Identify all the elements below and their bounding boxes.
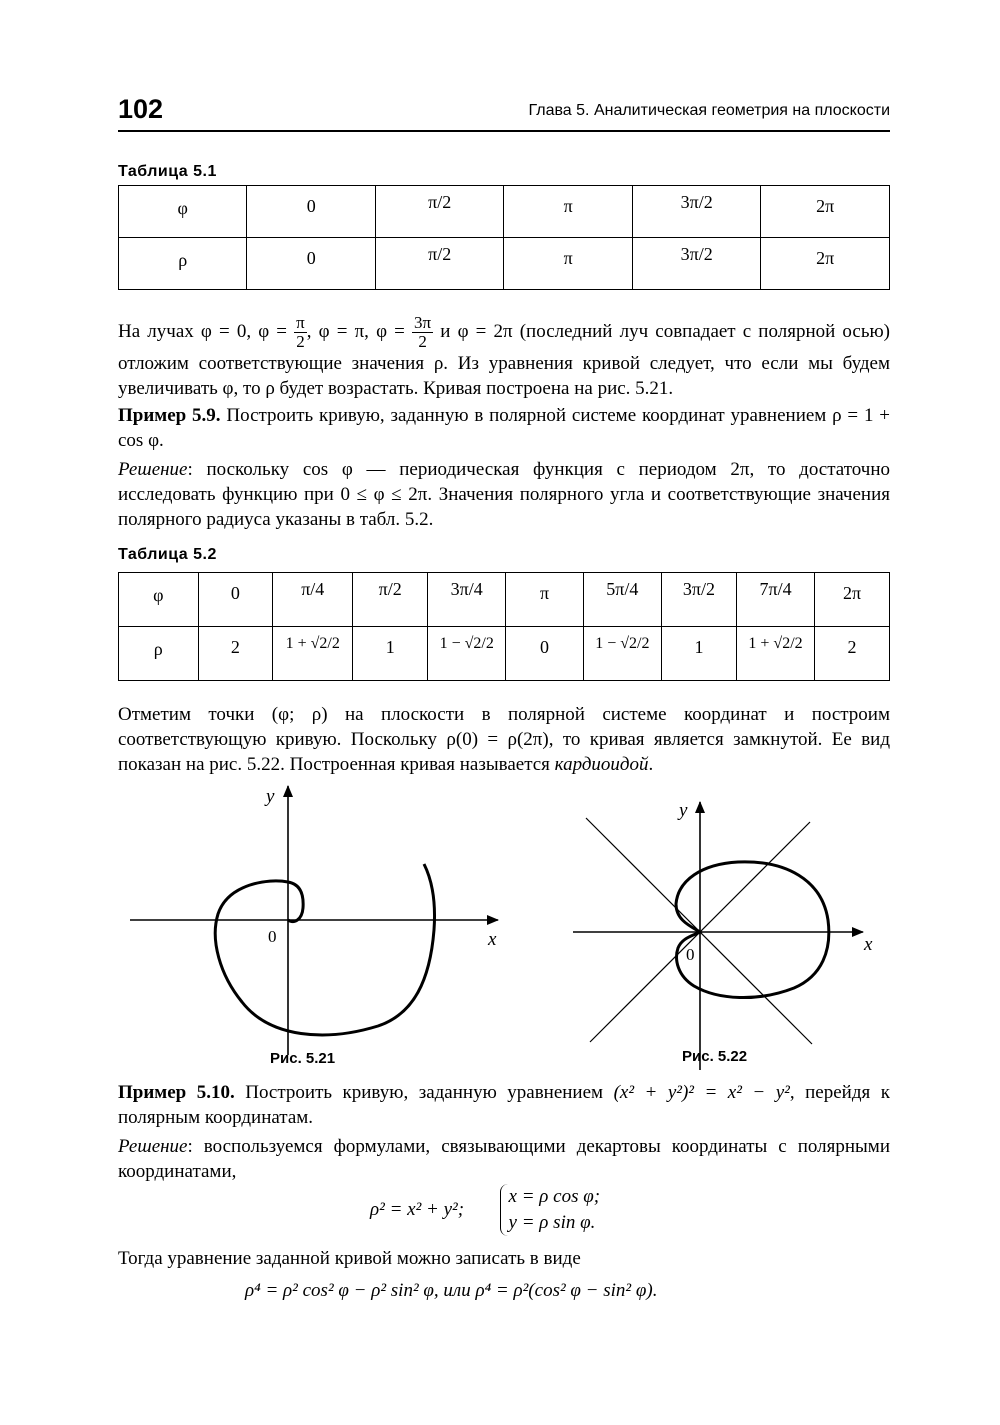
fig21-x-label: x [488,929,497,950]
table-cell: 0 [247,186,375,238]
para2-term: кардиоидой [554,754,649,775]
table-cell: 3π/2 [661,573,736,627]
figure-5-21 [130,786,498,1055]
table2-row-rho [119,627,890,681]
table-cell: 1 + √2/2 [273,627,353,681]
table-cell: π [504,238,632,290]
example510-equation: (x² + y²)² = x² − y² [613,1082,790,1103]
table-cell: 2 [815,627,890,681]
table-cell: 2π [761,238,890,290]
table-cell: 1 − √2/2 [428,627,506,681]
para2-text: Отметим точки (φ; ρ) на плоскости в полярной системе координат и построим соответствующую кривую. Поскольку ρ(0) = ρ(2π), то кривая является замкнутой. Ее вид показан на рис. 5.22. Построенная кривая называется [118,704,890,775]
formula-rho-squared: ρ² = x² + y²; [370,1199,465,1220]
formula-system [370,1184,600,1236]
table-cell: π/2 [375,186,504,238]
table-cell: π [506,573,584,627]
table-cell: 0 [198,573,273,627]
table-cell: 3π/2 [632,186,761,238]
table-cell: π/2 [375,238,504,290]
fig22-x-label: x [864,934,873,955]
paragraph-4 [118,1246,890,1271]
table-cell: π/2 [353,573,428,627]
solution59-text: : поскольку cos φ — периодическая функция с периодом 2π, то достаточно исследовать функцию при 0 ≤ φ ≤ 2π. Значения полярного угла и соответствующие значения полярного радиуса указаны в табл. 5.2. [118,459,890,530]
paragraph-2 [118,702,890,777]
paragraph-1 [118,314,890,532]
para1-text-2: , φ = π, φ = [306,320,405,342]
paragraph-3 [118,1080,890,1184]
para1-text-3: и φ = 2π (последний луч совпадает с полярной осью) отложим соответствующие значения ρ. Из уравнения кривой следует, что если мы будем увеличивать φ, то ρ будет возрастать. Кривая построена на рис. 5.21. [118,320,891,399]
example510-text-2: , перейдя к полярным координатам. [118,1082,890,1128]
fraction-3pi-2: $\frac{3\pi}{2}$ [414,313,432,351]
para1-text-1: На лучах φ = 0, φ = [118,320,288,342]
table-cell: ρ [119,627,199,681]
formula-y: y = ρ sin φ. [508,1212,596,1233]
table2-caption: Таблица 5.2 [118,546,217,563]
table-cell: 1 + √2/2 [737,627,815,681]
para2-end: . [648,754,654,775]
table2-row-phi [119,573,890,627]
table-cell: ρ [119,238,247,290]
fraction-pi-2: $\frac{\pi}{2}$ [296,313,305,351]
formula-rho-fourth: ρ⁴ = ρ² cos² φ − ρ² sin² φ, или ρ⁴ = ρ²(cos² φ − sin² φ). [245,1280,658,1301]
table-cell: π/4 [273,573,353,627]
table1-caption: Таблица 5.1 [118,163,217,180]
figure-5-22 [573,800,873,1070]
table-cell: φ [119,573,199,627]
example510-text-1: Построить кривую, заданную уравнением [245,1082,604,1103]
table-cell: 5π/4 [583,573,661,627]
formula-brace-system [500,1184,601,1236]
fig21-origin-label: 0 [268,927,277,946]
solution510-text: : воспользуемся формулами, связывающими декартовы координаты с полярными координатами, [118,1136,890,1182]
table-cell: φ [119,186,247,238]
example59-text: Построить кривую, заданную в полярной системе координат уравнением ρ = 1 + cos φ. [118,405,890,451]
example59-label: Пример 5.9. [118,405,221,426]
solution510-label: Решение [118,1136,188,1157]
table-cell: 7π/4 [737,573,815,627]
fig22-cardioid-curve [676,862,829,998]
fig22-origin-label: 0 [686,945,695,964]
table-cell: 1 − √2/2 [583,627,661,681]
table2 [118,572,890,681]
table-cell: 2 [198,627,273,681]
running-title: Глава 5. Аналитическая геометрия на плоскости [528,102,890,119]
page-number: 102 [118,94,164,124]
table-cell: 0 [247,238,375,290]
table-cell: 3π/4 [428,573,506,627]
table1-row-rho [119,238,890,290]
example510-label: Пример 5.10. [118,1082,235,1103]
figures-svg [118,780,890,1080]
table-cell: 3π/2 [632,238,761,290]
fig21-y-label: y [266,786,275,807]
table-cell: π [504,186,632,238]
table1-row-phi [119,186,890,238]
table-cell: 1 [353,627,428,681]
fig22-caption: Рис. 5.22 [682,1048,748,1065]
table1 [118,185,890,290]
table-cell: 1 [661,627,736,681]
fig21-spiral-curve [215,864,434,1035]
header-rule [118,130,890,132]
formula-x: x = ρ cos φ; [508,1186,601,1207]
table-cell: 2π [815,573,890,627]
table-cell: 0 [506,627,584,681]
para3-text: Тогда уравнение заданной кривой можно записать в виде [118,1248,581,1269]
fig21-caption: Рис. 5.21 [270,1050,336,1067]
table-cell: 2π [761,186,890,238]
fig22-y-label: y [679,800,688,821]
solution59-label: Решение [118,459,188,480]
